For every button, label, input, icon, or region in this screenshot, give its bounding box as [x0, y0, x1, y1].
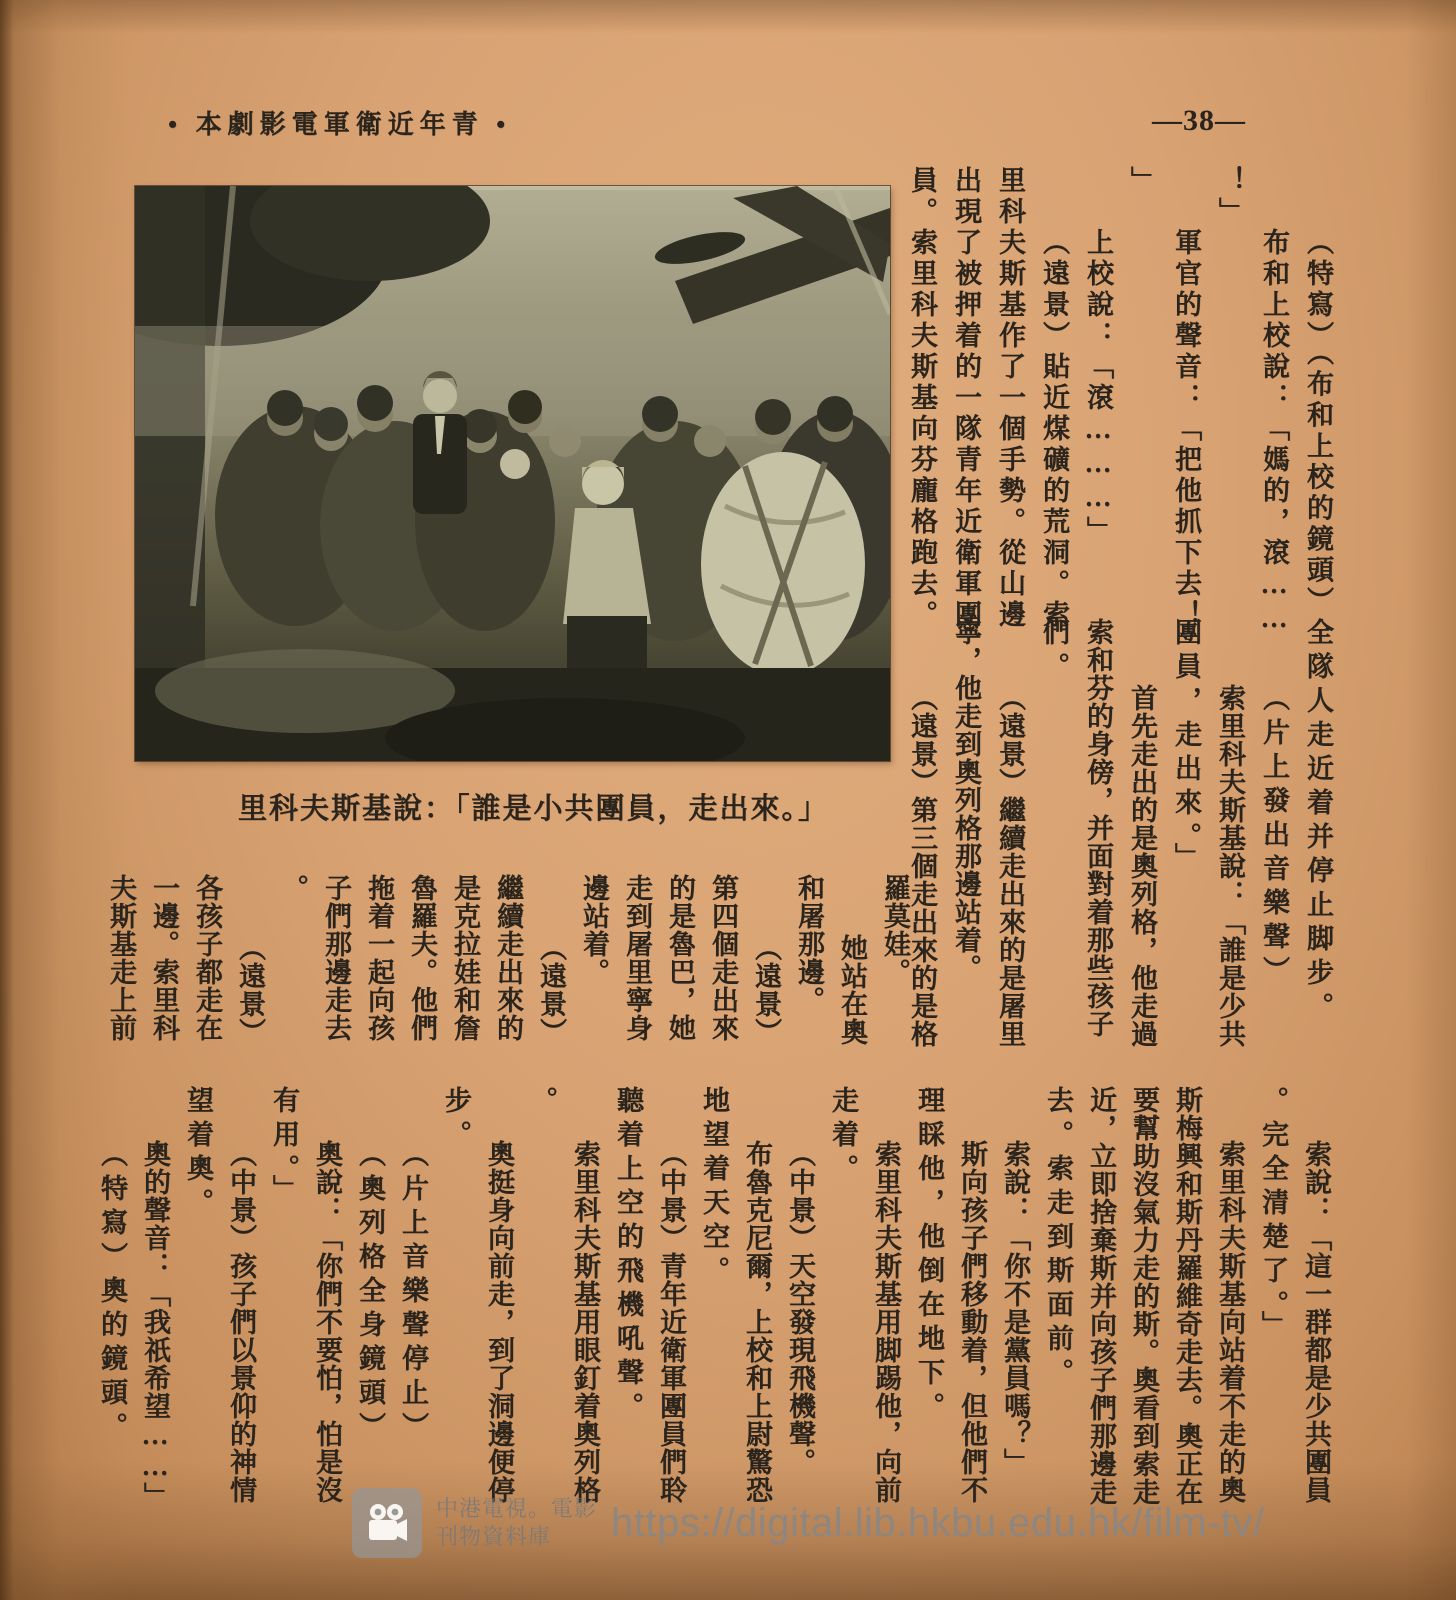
library-brand-line1: 中港電視。電影: [436, 1496, 598, 1521]
script-column: （遠景）貼近煤礦的荒洞。索: [1039, 228, 1069, 631]
script-column: 子們那邊走去: [321, 874, 351, 1042]
script-column: 奧挺身向前走，到了洞邊便停: [484, 1140, 514, 1504]
film-camera-icon: [364, 1500, 410, 1546]
script-column: （片上音樂聲停止）: [398, 1140, 428, 1446]
library-logo-icon: [352, 1488, 422, 1558]
script-column: ！」: [1215, 166, 1245, 228]
script-column: 繼續走出來的: [493, 874, 523, 1042]
script-column: 的是魯巴，她: [665, 874, 695, 1042]
script-column: 斯向孩子們移動着，但他們不: [957, 1140, 987, 1504]
script-column: 邊站着。: [579, 874, 609, 986]
script-column: 索里科夫斯基用脚踢他，向前: [871, 1140, 901, 1504]
script-column: 理睬他，他倒在地下。: [914, 1086, 944, 1426]
script-column: 索里科夫斯基用眼釘着奧列格: [570, 1140, 600, 1504]
script-column: 去。索走到斯面前。: [1043, 1086, 1073, 1392]
script-column: 寧，他走到奧列格那邊站着。: [951, 618, 981, 982]
script-column: 第四個走出來: [708, 874, 738, 1042]
script-column: （中景）青年近衛軍團員們聆: [656, 1140, 686, 1504]
script-column: 要幫助沒氣力走的斯。奧看到索走: [1129, 1086, 1159, 1506]
script-column: （遠景）: [235, 934, 265, 1046]
script-column: （特寫）奧的鏡頭。: [97, 1140, 127, 1446]
script-column: 全隊人走近着并停止脚步。: [1303, 618, 1333, 1026]
script-column: 望着奧。: [183, 1086, 213, 1222]
library-brand-line2: 刊物資料庫: [436, 1524, 552, 1549]
script-column: 拖着一起向孩: [364, 874, 394, 1042]
script-column: 魯羅夫。他們: [407, 874, 437, 1042]
script-column: 和屠那邊。: [794, 874, 824, 1014]
script-column: 各孩子都走在: [192, 874, 222, 1042]
script-column: 索說：「你不是黨員嗎？」: [1000, 1140, 1030, 1476]
script-column: 上校說：「滾………」: [1083, 228, 1113, 547]
script-column: 。: [527, 1086, 557, 1120]
script-column: 索里科夫斯基向站着不走的奧: [1215, 1140, 1245, 1504]
script-column: （特寫）（布和上校的鏡頭）: [1303, 228, 1333, 618]
script-column: 奧的聲音：「我祇希望……」: [140, 1140, 170, 1510]
script-column: 斯梅興和斯丹羅維奇走去。奧正在: [1172, 1086, 1202, 1506]
script-column: 軍官的聲音：「把他抓下去！: [1171, 228, 1201, 631]
script-column: 聽着上空的飛機吼聲。: [613, 1086, 643, 1426]
script-column: （中景）天空發現飛機聲。: [785, 1140, 815, 1476]
script-column: 。: [278, 874, 308, 902]
script-column: 有用。」: [269, 1086, 299, 1209]
script-column: 索說：「這一群都是少共團員: [1301, 1140, 1331, 1504]
script-column: 出現了被押着的一隊青年近衛軍團: [951, 166, 981, 631]
script-column: 團員，走出來。」: [1171, 618, 1201, 877]
library-url: https://digital.lib.hkbu.edu.hk/film-tv/: [611, 1500, 1265, 1545]
script-column: （遠景）: [536, 934, 566, 1046]
library-watermark: [352, 1488, 1265, 1558]
script-column: 員。索里科夫斯基向芬龐格跑去。: [907, 166, 937, 631]
script-column: 。完全清楚了。」: [1258, 1086, 1288, 1345]
script-column: 們。: [1039, 618, 1069, 686]
script-column: 布魯克尼爾，上校和上尉驚恐: [742, 1140, 772, 1504]
script-column: 布和上校說：「媽的，滾……: [1259, 228, 1289, 637]
page-number: —38—: [1152, 104, 1246, 137]
script-column: （奧列格全身鏡頭）: [355, 1140, 385, 1446]
script-column: 一邊。索里科: [149, 874, 179, 1042]
script-column: 她站在奧: [837, 934, 867, 1046]
script-column: 里科夫斯基作了一個手勢。從山邊: [995, 166, 1025, 631]
script-column: 近，立即捨棄斯并向孩子們那邊走: [1086, 1086, 1116, 1506]
library-brand-text: [436, 1496, 597, 1550]
script-column: （遠景）第三個走出來的是格: [907, 684, 937, 1048]
script-column: 首先走出的是奧列格，他走過: [1127, 684, 1157, 1048]
script-column: 夫斯基走上前: [106, 874, 136, 1042]
script-column: 地望着天空。: [699, 1086, 729, 1290]
script-column: 是克拉娃和詹: [450, 874, 480, 1042]
script-column: 索里科夫斯基說：「誰是少共: [1215, 684, 1245, 1048]
script-column: 走着。: [828, 1086, 858, 1188]
script-column: 走到屠里寧身: [622, 874, 652, 1042]
script-column: 索和芬的身傍，并面對着那些孩子: [1083, 618, 1113, 1038]
script-column: （遠景）: [751, 934, 781, 1046]
script-column: （中景）孩子們以景仰的神情: [226, 1140, 256, 1504]
script-column: 」: [1127, 166, 1157, 197]
script-column: （片上發出音樂聲）: [1259, 684, 1289, 990]
photo-caption: 里科夫斯基說：「誰是小共團員，走出來。」: [238, 793, 830, 825]
script-column: 奧說：「你們不要怕，怕是沒: [312, 1140, 342, 1504]
script-column: 步。: [441, 1086, 471, 1154]
script-column: 羅莫娃。: [880, 874, 910, 986]
script-column: （遠景）繼續走出來的是屠里: [995, 684, 1025, 1048]
journal-header-title: • 本劇影電軍衛近年青 •: [168, 110, 512, 139]
